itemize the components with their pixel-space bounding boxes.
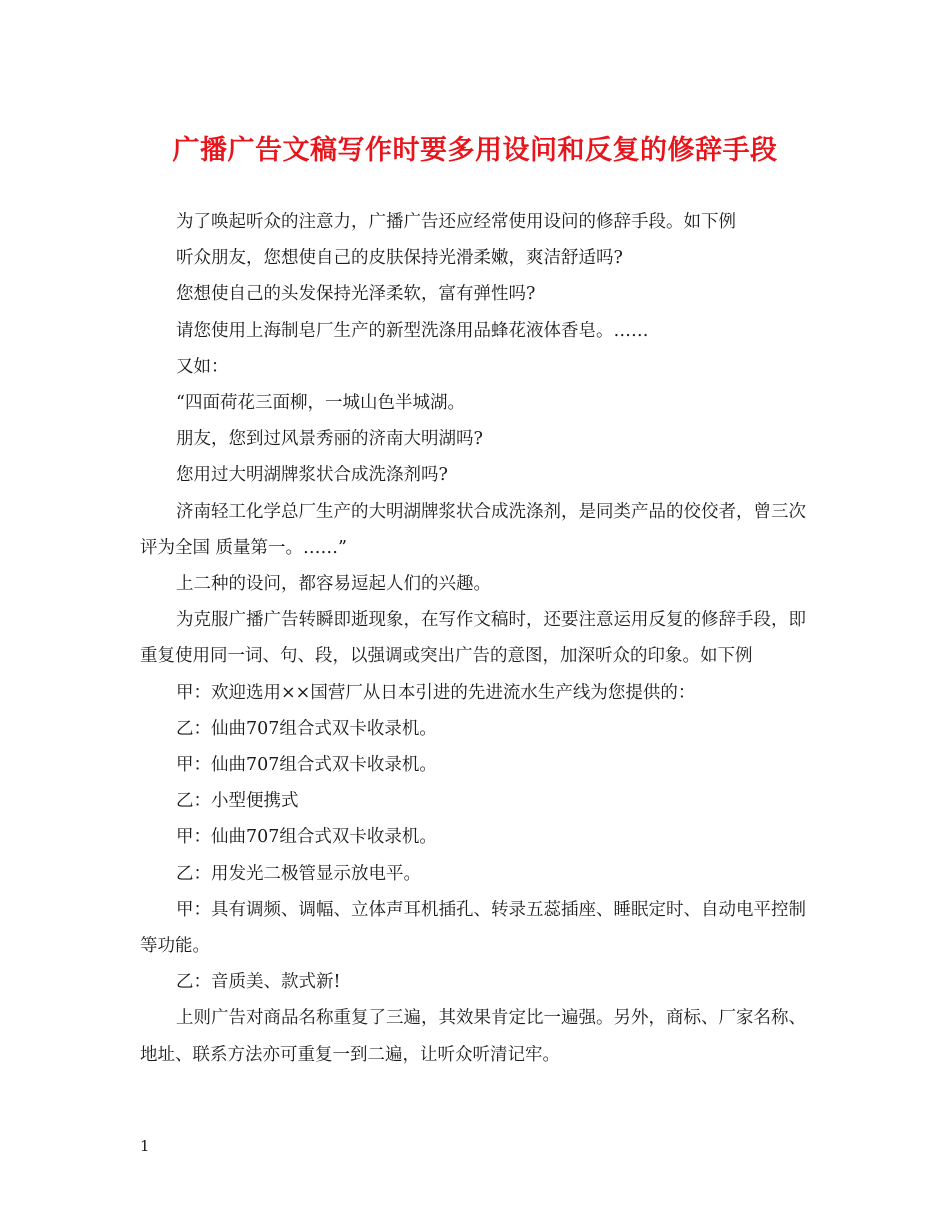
paragraph: 为了唤起听众的注意力，广播广告还应经常使用设问的修辞手段。如下例 — [176, 212, 736, 232]
paragraph: 甲：仙曲707组合式双卡收录机。 — [176, 755, 437, 776]
paragraph: 乙：小型便携式 — [176, 791, 299, 812]
paragraph: 乙：音质美、款式新! — [176, 972, 341, 993]
paragraph: 甲：仙曲707组合式双卡收录机。 — [176, 827, 437, 848]
paragraph: 上则广告对商品名称重复了三遍，其效果肯定比一遍强。另外，商标、厂家名称、地址、联系方法亦可重复一到二遍，让听众听清记牢。 — [140, 1008, 806, 1065]
paragraph: 为克服广播广告转瞬即逝现象，在写作文稿时，还要注意运用反复的修辞手段，即重复使用同一词、句、段，以强调或突出广告的意图，加深听众的印象。如下例 — [140, 610, 806, 667]
paragraph: 上二种的设问，都容易逗起人们的兴趣。 — [176, 574, 491, 595]
paragraph: 乙：用发光二极管显示放电平。 — [176, 863, 421, 884]
paragraph: 您用过大明湖牌浆状合成洗涤剂吗? — [176, 465, 448, 486]
paragraph: 您想使自己的头发保持光泽柔软，富有弹性吗? — [176, 284, 536, 305]
page-number: 1 — [140, 1137, 150, 1155]
paragraph: 济南轻工化学总厂生产的大明湖牌浆状合成洗涤剂，是同类产品的佼佼者，曾三次评为全国 质量第一。……” — [140, 501, 806, 558]
document-body — [140, 204, 820, 1073]
paragraph: 甲：具有调频、调幅、立体声耳机插孔、转录五蕊插座、睡眠定时、自动电平控制等功能。 — [140, 899, 806, 957]
paragraph: 听众朋友，您想使自己的皮肤保持光滑柔嫩，爽洁舒适吗? — [176, 248, 623, 269]
paragraph: 又如： — [176, 356, 229, 377]
paragraph: 朋友，您到过风景秀丽的济南大明湖吗? — [176, 429, 483, 450]
paragraph: 甲：欢迎选用××国营厂从日本引进的先进流水生产线为您提供的： — [176, 682, 696, 703]
paragraph: “四面荷花三面柳，一城山色半城湖。 — [176, 393, 465, 414]
paragraph: 请您使用上海制皂厂生产的新型洗涤用品蜂花液体香皂。…… — [176, 320, 649, 341]
paragraph: 乙：仙曲707组合式双卡收录机。 — [176, 718, 437, 739]
document-title: 广播广告文稿写作时要多用设问和反复的修辞手段 — [172, 135, 778, 166]
